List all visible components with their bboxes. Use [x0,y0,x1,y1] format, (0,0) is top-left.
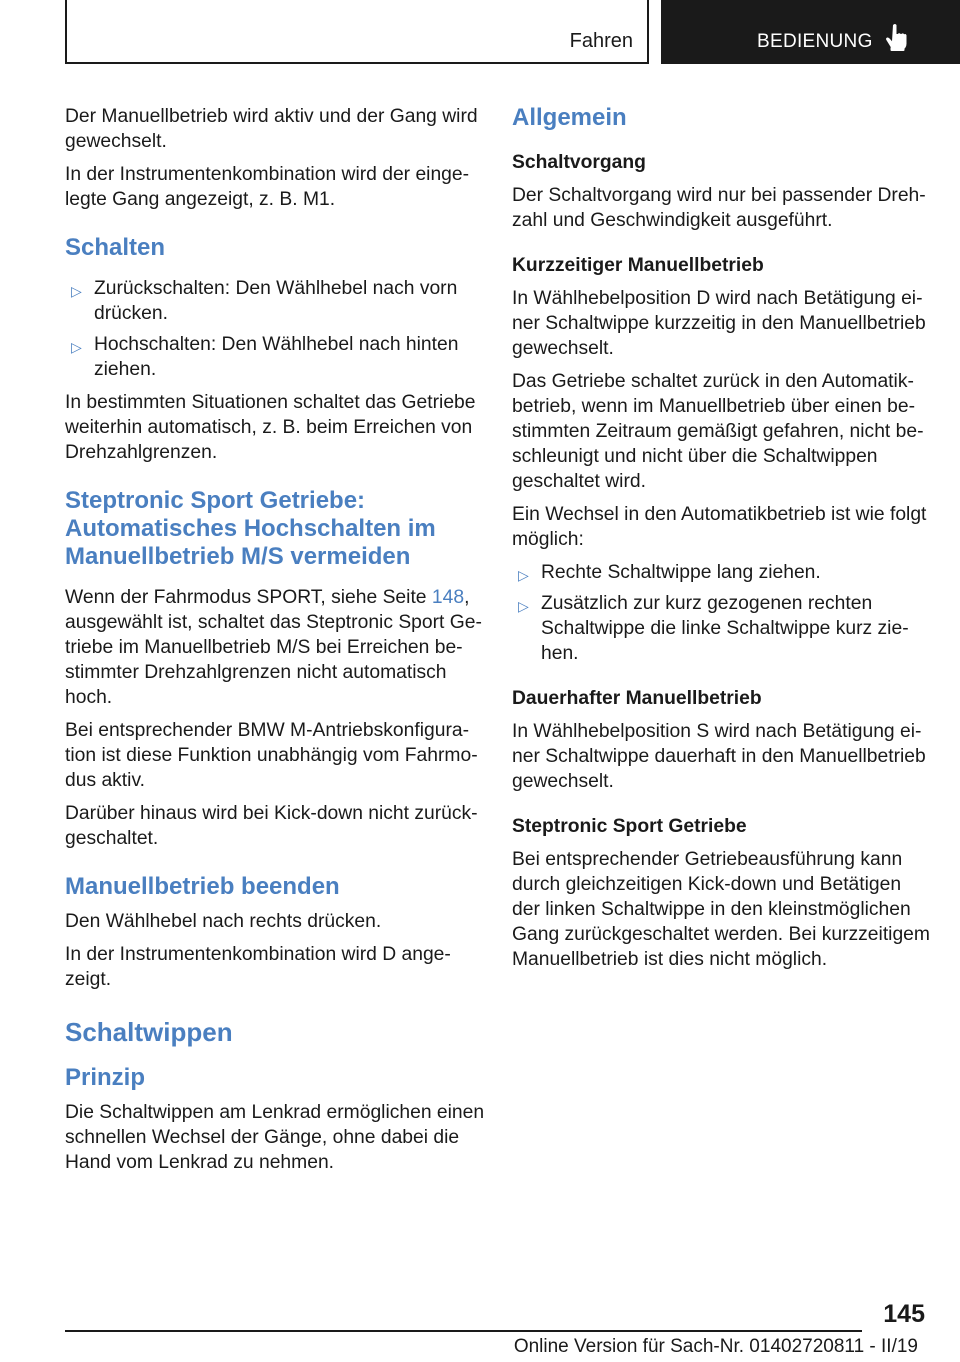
footer-divider [65,1330,862,1332]
kurzzeitig-list [512,560,932,666]
section-tab[interactable] [661,0,960,64]
heading-beenden: Manuellbetrieb beenden [65,873,340,900]
heading-schalten: Schalten [65,234,166,261]
steptronic-sport-paragraph: Bei entsprechender Getriebeausführung kann durch gleichzeitigen Kick-down und Betätigen der linken Schaltwippe in den kleinstmöglichen Gang zurückgeschaltet werden. Bei kurzzeitigem Manuellbetrieb ist dies nicht möglich. [512,849,930,970]
steptronic-paragraph-2: Bei entsprechender BMW M-Antriebskonfiguration ist diese Funktion unabhängig vom Fahrmodus aktiv. [65,720,478,791]
schalten-paragraph: In bestimmten Situationen schaltet das Getriebe weiterhin automatisch, z. B. beim Erreichen von Drehzahlgrenzen. [65,392,476,463]
intro-paragraph-1: Der Manuellbetrieb wird aktiv und der Gang wird gewechselt. [65,106,478,152]
prinzip-paragraph: Die Schaltwippen am Lenkrad ermöglichen einen schnellen Wechsel der Gänge, ohne dabei die Hand vom Lenkrad zu nehmen. [65,1102,485,1173]
page-link-148[interactable]: 148 [431,587,465,608]
heading-allgemein: Allgemein [512,104,627,131]
right-column [512,104,932,980]
list-item: ▷ Rechte Schaltwippe lang ziehen. [512,560,932,585]
list-item: ▷ Zusätzlich zur kurz gezogenen rechten Schaltwippe die linke Schaltwippe kurz ziehen. [518,593,909,664]
pointing-hand-icon [885,23,907,56]
steptronic-paragraph-3: Darüber hinaus wird bei Kick-down nicht zurückgeschaltet. [65,803,478,849]
kurzzeitig-paragraph-2: Das Getriebe schaltet zurück in den Automatikbetrieb, wenn im Manuellbetrieb über einen bestimmten Zeitraum gemäßigt gefahren, nicht beschleunigt und nicht über die Schaltwippen geschaltet wird. [512,371,924,492]
dauerhaft-paragraph: In Wählhebelposition S wird nach Betätigung einer Schaltwippe dauerhaft in den Manuellbetrieb gewechselt. [512,721,926,792]
footer-version-text: Online Version für Sach-Nr. 01402720811 - II/19 [513,1336,918,1357]
list-item: ▷ Zurückschalten: Den Wählhebel nach vorn drücken. [71,278,458,324]
triangle-bullet-icon: ▷ [71,339,82,355]
beenden-paragraph-1: Den Wählhebel nach rechts drücken. [65,911,382,932]
heading-steptronic: Steptronic Sport Getriebe: Automatisches Hochschalten im Manuellbetrieb M/S vermeiden [65,487,436,570]
heading-steptronic-sport: Steptronic Sport Getriebe [512,816,747,837]
beenden-paragraph-2: In der Instrumentenkombination wird D angezeigt. [65,944,451,990]
heading-schaltvorgang: Schaltvorgang [512,152,646,173]
heading-schaltwippen: Schaltwippen [65,1017,233,1047]
heading-prinzip: Prinzip [65,1064,146,1091]
schalten-list [65,276,485,382]
intro-paragraph-2: In der Instrumentenkombination wird der eingelegte Gang angezeigt, z. B. M1. [65,164,470,210]
kurzzeitig-paragraph-1: In Wählhebelposition D wird nach Betätigung einer Schaltwippe kurzzeitig in den Manuellbetrieb gewechselt. [512,288,926,359]
chapter-tab[interactable] [65,0,649,64]
heading-kurzzeitig: Kurzzeitiger Manuellbetrieb [512,255,764,276]
page-number: 145 [883,1300,925,1328]
heading-dauerhaft: Dauerhafter Manuellbetrieb [512,688,762,709]
kurzzeitig-paragraph-3: Ein Wechsel in den Automatikbetrieb ist wie folgt möglich: [512,504,927,550]
left-column [65,104,485,1183]
section-tab-label: BEDIENUNG [757,31,873,52]
triangle-bullet-icon: ▷ [518,598,529,614]
schaltvorgang-paragraph: Der Schaltvorgang wird nur bei passender Drehzahl und Geschwindigkeit ausgeführt. [512,185,926,231]
steptronic-paragraph-1: Wenn der Fahrmodus SPORT, siehe Seite 148, ausgewählt ist, schaltet das Steptronic Sport Getriebe im Manuellbetrieb M/S bei Erreichen bestimmter Drehzahlgrenzen nicht automatisch hoch. [65,587,482,708]
triangle-bullet-icon: ▷ [518,567,529,583]
list-item: ▷ Hochschalten: Den Wählhebel nach hinten ziehen. [71,334,459,380]
chapter-tab-label: Fahren [569,30,633,52]
triangle-bullet-icon: ▷ [71,283,82,299]
